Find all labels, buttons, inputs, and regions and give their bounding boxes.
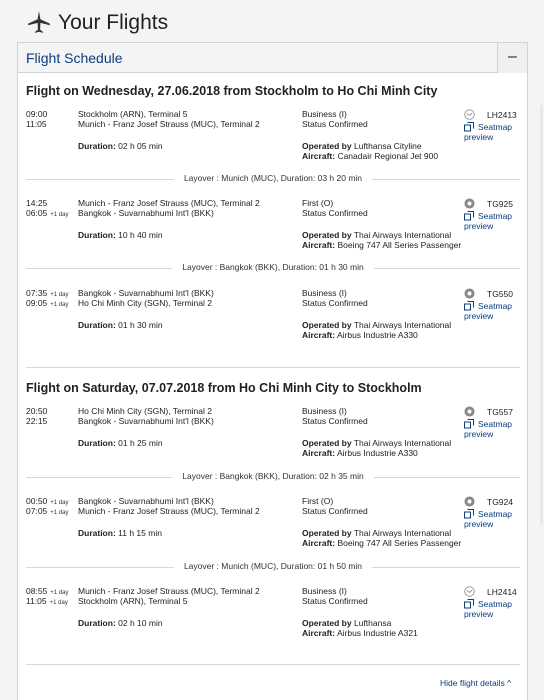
operated-by: Operated by Thai Airways International	[302, 438, 452, 448]
aircraft: Aircraft: Canadair Regional Jet 900	[302, 151, 439, 161]
operated-by: Operated by Thai Airways International	[302, 528, 452, 538]
plane-icon	[26, 9, 52, 35]
page-title: Your Flights	[58, 11, 169, 34]
layover-info: Layover : Munich (MUC), Duration: 01 h 50 min	[26, 561, 520, 573]
lufthansa-logo-icon	[464, 109, 475, 120]
thai-airways-logo-icon	[464, 288, 475, 299]
operated-by: Operated by Lufthansa Cityline	[302, 141, 422, 151]
booking-class: Business (I)	[302, 406, 347, 416]
aircraft: Aircraft: Boeing 747 All Series Passenger	[302, 240, 462, 250]
flight-heading: Flight on Saturday, 07.07.2018 from Ho Chi Minh City to Stockholm	[26, 381, 422, 395]
seatmap-preview-link[interactable]: preview	[464, 429, 494, 439]
arrival-time: 06:05 +1 day	[26, 208, 69, 218]
seatmap-preview-link[interactable]: preview	[464, 221, 494, 231]
booking-class: Business (I)	[302, 586, 347, 596]
arrival-airport: Munich - Franz Josef Strauss (MUC), Terminal 2	[78, 119, 260, 129]
aircraft: Aircraft: Airbus Industrie A321	[302, 628, 418, 638]
flight-number: LH2413	[487, 110, 517, 120]
seatmap-preview-link[interactable]: preview	[464, 311, 494, 321]
departure-airport: Munich - Franz Josef Strauss (MUC), Terminal 2	[78, 198, 260, 208]
layover-info: Layover : Bangkok (BKK), Duration: 01 h 30 min	[26, 262, 520, 274]
arrival-airport: Munich - Franz Josef Strauss (MUC), Terminal 2	[78, 506, 260, 516]
operated-by: Operated by Thai Airways International	[302, 230, 452, 240]
seatmap-icon[interactable]	[464, 122, 474, 132]
flight-number: TG924	[487, 497, 513, 507]
collapse-button[interactable]: –	[497, 43, 527, 73]
segment-duration: Duration: 10 h 40 min	[78, 230, 163, 240]
arrival-time: 11:05	[26, 119, 47, 129]
thai-airways-logo-icon	[464, 406, 475, 417]
arrival-airport: Stockholm (ARN), Terminal 5	[78, 596, 188, 606]
departure-time: 20:50	[26, 406, 48, 416]
segment-duration: Duration: 01 h 30 min	[78, 320, 163, 330]
panel-header[interactable]	[18, 43, 527, 73]
departure-time: 09:00	[26, 109, 48, 119]
seatmap-preview-link[interactable]: preview	[464, 519, 494, 529]
booking-status: Status Confirmed	[302, 208, 368, 218]
flight-number: TG557	[487, 407, 513, 417]
thai-airways-logo-icon	[464, 496, 475, 507]
seatmap-icon[interactable]	[464, 419, 474, 429]
aircraft: Aircraft: Airbus Industrie A330	[302, 448, 418, 458]
flight-segment	[26, 586, 520, 666]
seatmap-preview-link[interactable]: preview	[464, 132, 494, 142]
flight-number: LH2414	[487, 587, 517, 597]
departure-airport: Ho Chi Minh City (SGN), Terminal 2	[78, 406, 212, 416]
hide-flight-details-link[interactable]: Hide flight details ^	[440, 678, 512, 688]
booking-status: Status Confirmed	[302, 119, 368, 129]
scrollbar[interactable]	[540, 105, 543, 525]
seatmap-preview-link[interactable]: preview	[464, 609, 494, 619]
departure-airport: Bangkok - Suvarnabhumi Int'l (BKK)	[78, 288, 214, 298]
arrival-time: 22:15	[26, 416, 48, 426]
departure-time: 14:25	[26, 198, 48, 208]
seatmap-icon[interactable]	[464, 509, 474, 519]
booking-status: Status Confirmed	[302, 298, 368, 308]
flight-number: TG925	[487, 199, 513, 209]
booking-class: First (O)	[302, 198, 334, 208]
arrival-airport: Ho Chi Minh City (SGN), Terminal 2	[78, 298, 212, 308]
aircraft: Aircraft: Airbus Industrie A330	[302, 330, 418, 340]
booking-class: First (O)	[302, 496, 334, 506]
booking-status: Status Confirmed	[302, 416, 368, 426]
arrival-time: 07:05 +1 day	[26, 506, 69, 516]
booking-status: Status Confirmed	[302, 596, 368, 606]
departure-airport: Munich - Franz Josef Strauss (MUC), Terminal 2	[78, 586, 260, 596]
booking-status: Status Confirmed	[302, 506, 368, 516]
seatmap-icon[interactable]	[464, 301, 474, 311]
departure-airport: Bangkok - Suvarnabhumi Int'l (BKK)	[78, 496, 214, 506]
flight-segment	[26, 288, 520, 368]
arrival-time: 09:05 +1 day	[26, 298, 69, 308]
arrival-airport: Bangkok - Suvarnabhumi Int'l (BKK)	[78, 208, 214, 218]
layover-info: Layover : Bangkok (BKK), Duration: 02 h 35 min	[26, 471, 520, 483]
arrival-time: 11:05 +1 day	[26, 596, 68, 606]
segment-duration: Duration: 02 h 10 min	[78, 618, 163, 628]
aircraft: Aircraft: Boeing 747 All Series Passenger	[302, 538, 462, 548]
layover-info: Layover : Munich (MUC), Duration: 03 h 20 min	[26, 173, 520, 185]
departure-time: 00:50 +1 day	[26, 496, 69, 506]
seatmap-link[interactable]: Seatmap	[478, 599, 513, 609]
thai-airways-logo-icon	[464, 198, 475, 209]
seatmap-icon[interactable]	[464, 599, 474, 609]
seatmap-link[interactable]: Seatmap	[478, 122, 513, 132]
seatmap-link[interactable]: Seatmap	[478, 509, 513, 519]
seatmap-icon[interactable]	[464, 211, 474, 221]
flight-number: TG550	[487, 289, 513, 299]
booking-class: Business (I)	[302, 109, 347, 119]
segment-duration: Duration: 11 h 15 min	[78, 528, 162, 538]
seatmap-link[interactable]: Seatmap	[478, 301, 513, 311]
segment-duration: Duration: 01 h 25 min	[78, 438, 163, 448]
page-header	[0, 0, 544, 44]
section-divider	[26, 664, 520, 665]
operated-by: Operated by Thai Airways International	[302, 320, 452, 330]
booking-class: Business (I)	[302, 288, 347, 298]
lufthansa-logo-icon	[464, 586, 475, 597]
operated-by: Operated by Lufthansa	[302, 618, 392, 628]
segment-duration: Duration: 02 h 05 min	[78, 141, 163, 151]
arrival-airport: Bangkok - Suvarnabhumi Int'l (BKK)	[78, 416, 214, 426]
departure-time: 08:55 +1 day	[26, 586, 69, 596]
panel-title: Flight Schedule	[26, 50, 123, 66]
flight-heading: Flight on Wednesday, 27.06.2018 from Stockholm to Ho Chi Minh City	[26, 84, 438, 98]
seatmap-link[interactable]: Seatmap	[478, 419, 513, 429]
section-divider	[26, 367, 520, 368]
seatmap-link[interactable]: Seatmap	[478, 211, 513, 221]
departure-airport: Stockholm (ARN), Terminal 5	[78, 109, 188, 119]
departure-time: 07:35 +1 day	[26, 288, 69, 298]
